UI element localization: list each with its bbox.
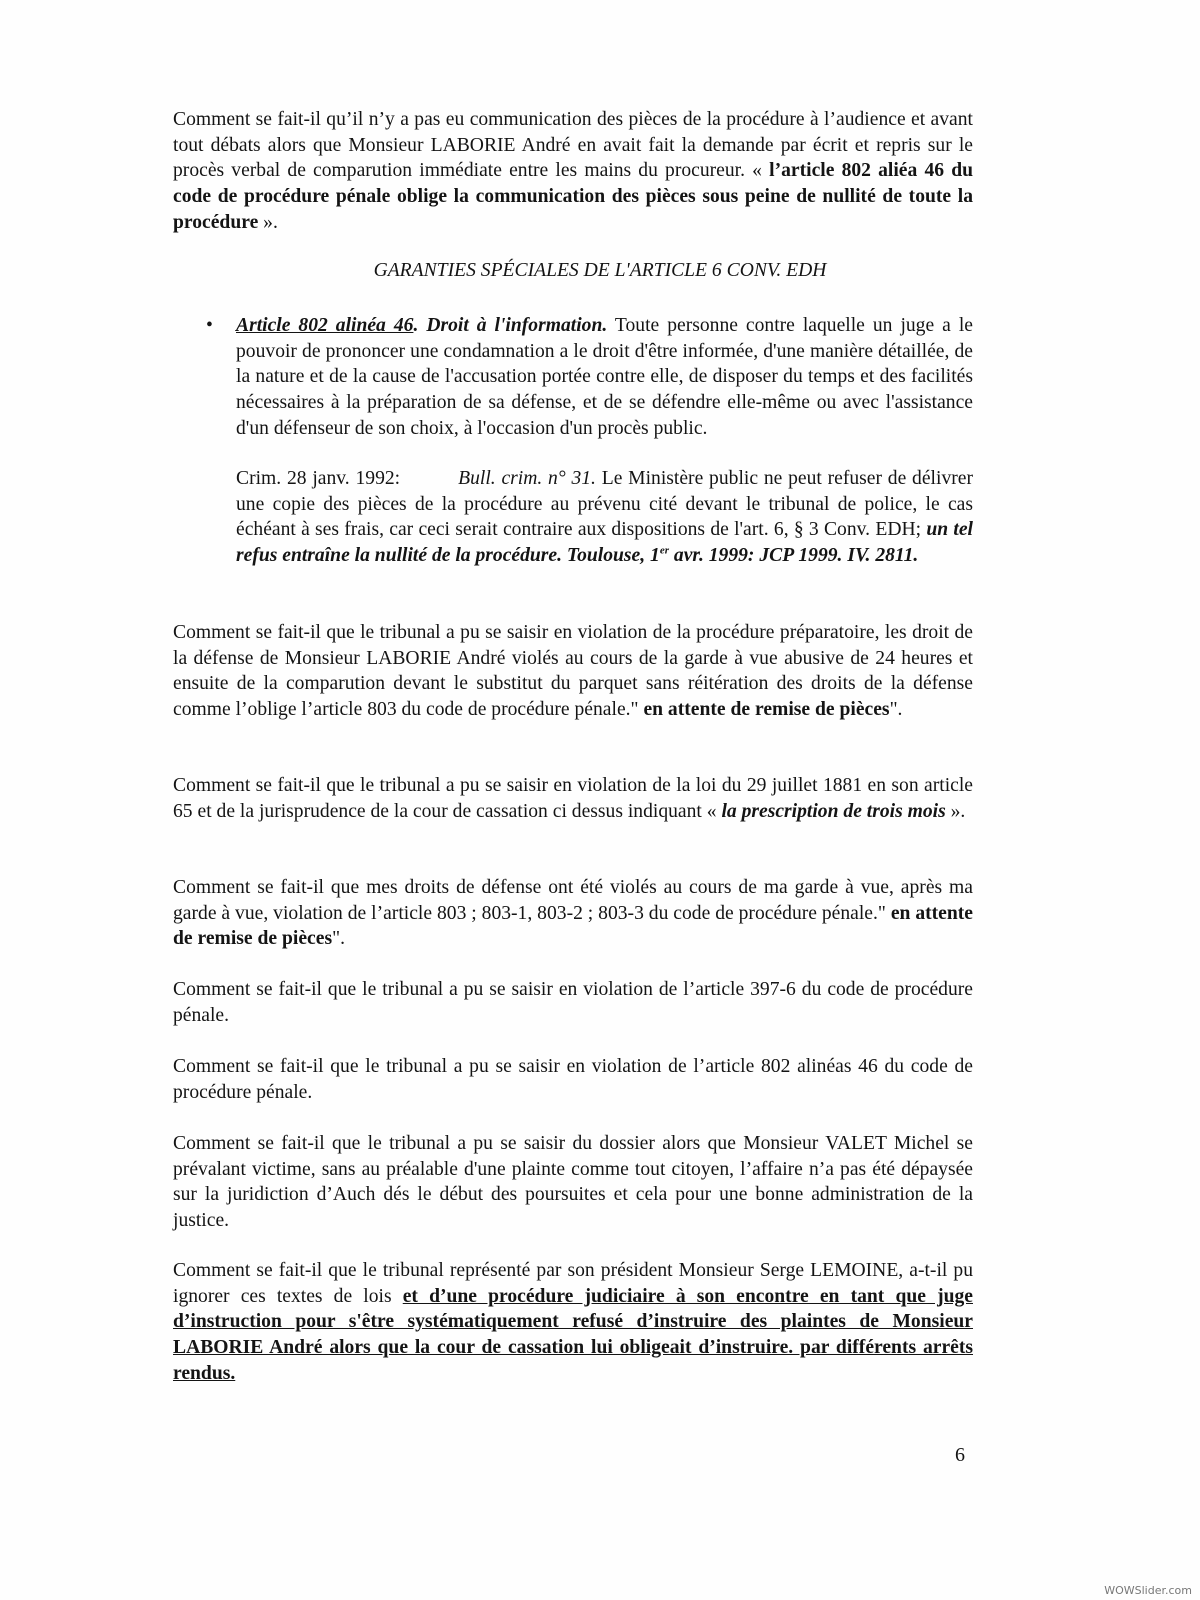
text: Comment se fait-il que le tribunal a pu se saisir en violation de la procédure préparatoire, les droit de la défense de Monsieur LABORIE André violés au cours de la garde à vue abusive de 24 heures et ensuite de la comparution devant le substitut du parquet sans réitération des droits de la défense comme l’oblige l’article 803 du code de procédure pénale." xyxy=(173,622,973,721)
paragraph-procedure-preparatoire xyxy=(173,620,973,723)
text: ". xyxy=(889,699,903,721)
paragraph-article-802: Comment se fait-il que le tribunal a pu se saisir en violation de l’article 802 alinéas 46 du code de procédure pénale. xyxy=(173,1056,973,1103)
section-heading: GARANTIES SPÉCIALES DE L'ARTICLE 6 CONV. EDH xyxy=(373,260,827,281)
article-subtitle: . Droit à l'information. xyxy=(413,315,608,336)
text: ». xyxy=(945,800,966,822)
text: Comment se fait-il qu’il n’y a pas eu communication des pièces de la procédure à l’audience et avant tout débats alors que Monsieur LABORIE André en avait fait la demande par écrit et repris sur le procès verbal de comparution immédiate entre les mains du procureur. « xyxy=(173,109,973,182)
text: ». xyxy=(258,211,278,233)
bullet-article-802 xyxy=(206,313,973,442)
citation-bulletin: Bull. crim. n° 31. xyxy=(458,468,596,489)
bold-italic-text: un tel refus entraîne la nullité de la procédure. Toulouse, 1 xyxy=(236,519,973,567)
paragraph-lemoine xyxy=(173,1258,973,1387)
paragraph-communication-pieces xyxy=(173,107,973,236)
text: Le Ministère public ne peut refuser de délivrer une copie des pièces de la procédure au prévenu cité devant le tribunal de police, le cas échéant à ses frais, car ceci serait contraire aux dispositions de l'art. 6, § 3 Conv. EDH; xyxy=(236,468,973,541)
paragraph-loi-1881 xyxy=(173,773,973,824)
paragraph-garde-a-vue xyxy=(173,875,973,952)
text: Comment se fait-il que le tribunal représenté par son président Monsieur Serge LEMOINE, a-t-il pu ignorer ces textes de lois xyxy=(173,1260,973,1307)
watermark: WOWSlider.com xyxy=(1104,1584,1192,1597)
text: Comment se fait-il que mes droits de défense ont été violés au cours de ma garde à vue, après ma garde à vue, violation de l’article 803 ; 803-1, 803-2 ; 803-3 du code de procédure pénale." xyxy=(173,877,973,924)
page-number: 6 xyxy=(955,1444,965,1466)
citation-ref: Crim. 28 janv. 1992: xyxy=(236,468,401,489)
text: Comment se fait-il que le tribunal a pu se saisir en violation de la loi du 29 juillet 1881 en son article 65 et de la jurisprudence de la cour de cassation ci dessus indiquant « xyxy=(173,775,973,822)
text: ". xyxy=(332,928,345,950)
bold-italic-text: avr. 1999: JCP 1999. IV. 2811. xyxy=(669,545,919,567)
bullet-icon: • xyxy=(206,315,213,336)
bold-underlined-text: et d’une procédure judiciaire à son encontre en tant que juge d’instruction pour s'être systématiquement refusé d’instruire des plaintes de Monsieur LABORIE André alors que la cour de cassation lui obligeait d’instruire. par différents arrêts rendus. xyxy=(173,1285,973,1384)
bold-italic-text: la prescription de trois mois xyxy=(721,800,946,822)
bold-text: en attente de remise de pièces xyxy=(643,699,890,721)
paragraph-article-397-6: Comment se fait-il que le tribunal a pu se saisir en violation de l’article 397-6 du code de procédure pénale. xyxy=(173,979,973,1026)
bold-text: l’article 802 aliéa 46 du code de procédure pénale oblige la communication des pièces sous peine de nullité de toute la procédure xyxy=(173,160,973,233)
citation-crim xyxy=(236,466,973,569)
bold-text: en attente de remise de pièces xyxy=(173,902,974,950)
article-title: Article 802 alinéa 46 xyxy=(236,315,414,336)
paragraph-valet-michel: Comment se fait-il que le tribunal a pu se saisir du dossier alors que Monsieur VALET Michel se prévalant victime, sans au préalable d'une plainte comme tout citoyen, l’affaire n’a pas été dépaysée sur la juridiction d’Auch dés le début des poursuites et cela pour une bonne administration de la justice. xyxy=(173,1133,973,1232)
text: Toute personne contre laquelle un juge a le pouvoir de prononcer une condamnation a le droit d'être informée, d'une manière détaillée, de la nature et de la cause de l'accusation portée contre elle, de disposer du temps et des facilités nécessaires à la préparation de sa défense, et de se défendre elle-même ou avec l'assistance d'un défenseur de son choix, à l'occasion d'un procès public. xyxy=(236,315,973,439)
superscript: er xyxy=(659,544,670,557)
